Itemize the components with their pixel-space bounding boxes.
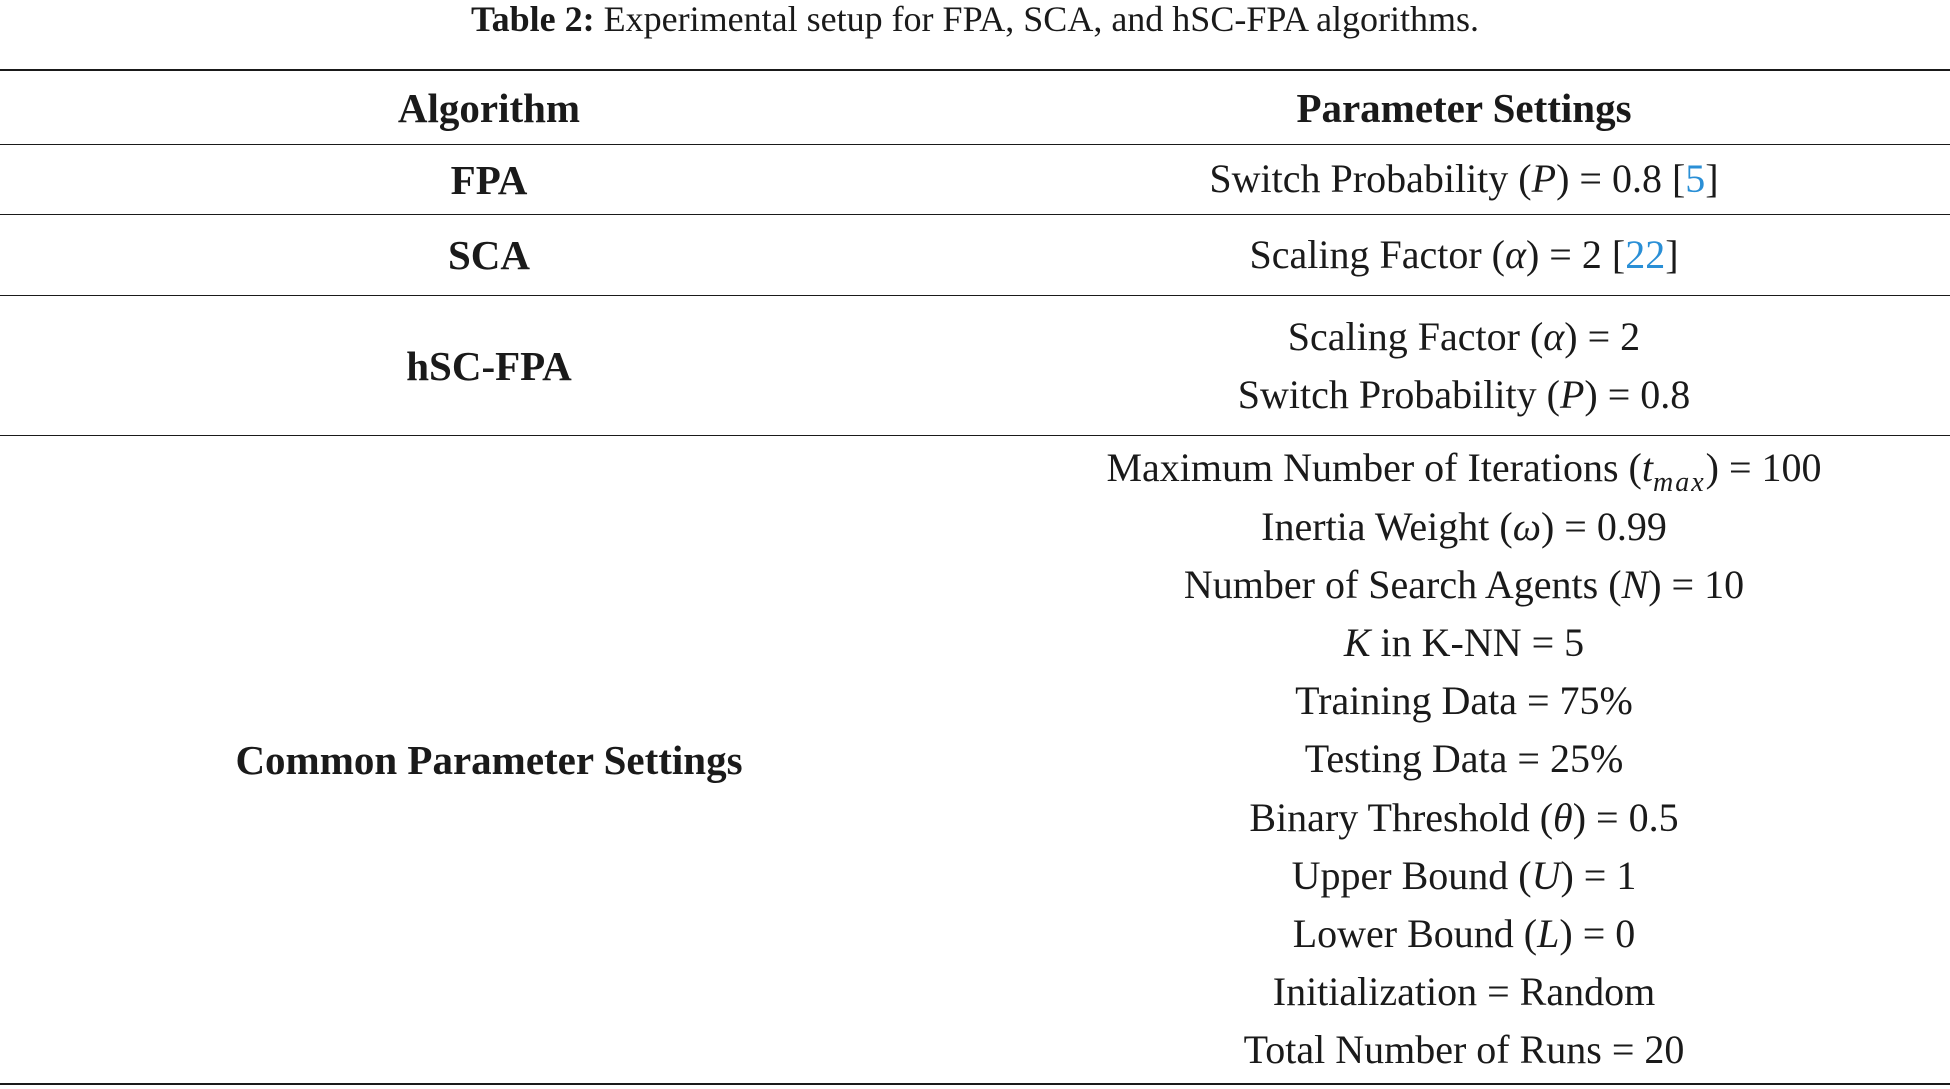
- param-text: Number of Search Agents (: [1183, 561, 1622, 607]
- param-line: [1106, 439, 1821, 497]
- param-value: ) = 0.8 [: [1556, 156, 1686, 202]
- bottom-rule: [0, 1083, 1950, 1085]
- param-text: Upper Bound (: [1291, 852, 1532, 898]
- param-line: [1293, 905, 1636, 963]
- algorithm-name: FPA: [450, 156, 528, 203]
- param-text: Inertia Weight (: [1261, 503, 1513, 549]
- param-variable: K: [1343, 620, 1371, 666]
- table-row-sca: [0, 215, 978, 295]
- param-text: Lower Bound (: [1292, 910, 1538, 956]
- param-value: ) = 0.5: [1572, 794, 1679, 840]
- param-text: Scaling Factor (: [1287, 313, 1544, 359]
- algorithm-name: Common Parameter Settings: [235, 736, 743, 783]
- param-text: Initialization = Random: [1272, 969, 1656, 1015]
- param-line: [1288, 308, 1640, 366]
- param-line: [1292, 847, 1637, 905]
- param-text: Testing Data = 25%: [1304, 736, 1624, 782]
- param-value: ) = 100: [1705, 445, 1822, 491]
- param-value: ) = 2 [: [1525, 231, 1626, 277]
- param-variable: U: [1531, 852, 1561, 898]
- param-text: Switch Probability (: [1209, 156, 1532, 202]
- header-parameter-settings: Parameter Settings: [1296, 84, 1632, 131]
- table-row-common: [0, 436, 978, 1083]
- param-value: ) = 0.99: [1540, 503, 1667, 549]
- param-value: ) = 0.8: [1584, 371, 1691, 417]
- param-value: ) = 1: [1560, 852, 1637, 898]
- param-line: [1249, 226, 1678, 284]
- param-variable: P: [1531, 156, 1557, 202]
- table-row-fpa: [0, 145, 978, 214]
- param-line: [1209, 150, 1718, 208]
- table-row-hsc-fpa: [0, 296, 978, 435]
- algorithm-name: hSC-FPA: [406, 342, 572, 389]
- param-line: [1261, 498, 1667, 556]
- params-cell-sca: [978, 215, 1950, 295]
- param-variable: ω: [1512, 503, 1541, 549]
- param-line: [1305, 730, 1624, 788]
- param-text: Scaling Factor (: [1249, 231, 1505, 277]
- header-row: [0, 71, 978, 144]
- param-text: Maximum Number of Iterations (: [1106, 445, 1642, 491]
- param-variable: α: [1543, 313, 1565, 359]
- param-variable: θ: [1553, 794, 1573, 840]
- param-variable: α: [1504, 231, 1526, 277]
- param-value: ) = 0: [1559, 910, 1636, 956]
- param-variable: N: [1621, 561, 1649, 607]
- header-algorithm: Algorithm: [397, 84, 581, 131]
- param-line: [1295, 672, 1633, 730]
- param-line: [1244, 1021, 1685, 1079]
- param-line: [1184, 556, 1744, 614]
- caption-label: Table 2:: [470, 0, 595, 39]
- citation-bracket: ]: [1705, 156, 1719, 202]
- caption-text: Experimental setup for FPA, SCA, and hSC-FPA algorithms.: [594, 0, 1480, 39]
- param-line: [1249, 789, 1678, 847]
- table-caption: [0, 0, 1950, 46]
- param-variable: L: [1537, 910, 1560, 956]
- param-line: [1273, 963, 1655, 1021]
- citation-link[interactable]: 5: [1685, 156, 1706, 202]
- param-value: in K-NN = 5: [1370, 620, 1585, 666]
- params-cell-fpa: [978, 145, 1950, 214]
- param-subscript: max: [1653, 467, 1706, 499]
- param-value: ) = 10: [1648, 561, 1745, 607]
- citation-bracket: ]: [1665, 231, 1679, 277]
- param-line: [1238, 366, 1691, 424]
- header-row-params: [978, 71, 1950, 144]
- params-cell-common: [978, 436, 1950, 1083]
- citation-link[interactable]: 22: [1625, 231, 1666, 277]
- params-cell-hsc-fpa: [978, 296, 1950, 435]
- param-text: Training Data = 75%: [1295, 678, 1633, 724]
- param-value: ) = 2: [1564, 313, 1641, 359]
- param-line: [1344, 614, 1584, 672]
- param-text: Switch Probability (: [1237, 371, 1560, 417]
- algorithm-name: SCA: [447, 232, 531, 278]
- param-text: Binary Threshold (: [1249, 794, 1554, 840]
- param-variable: P: [1559, 371, 1585, 417]
- param-text: Total Number of Runs = 20: [1243, 1027, 1685, 1073]
- param-variable: t: [1641, 445, 1653, 491]
